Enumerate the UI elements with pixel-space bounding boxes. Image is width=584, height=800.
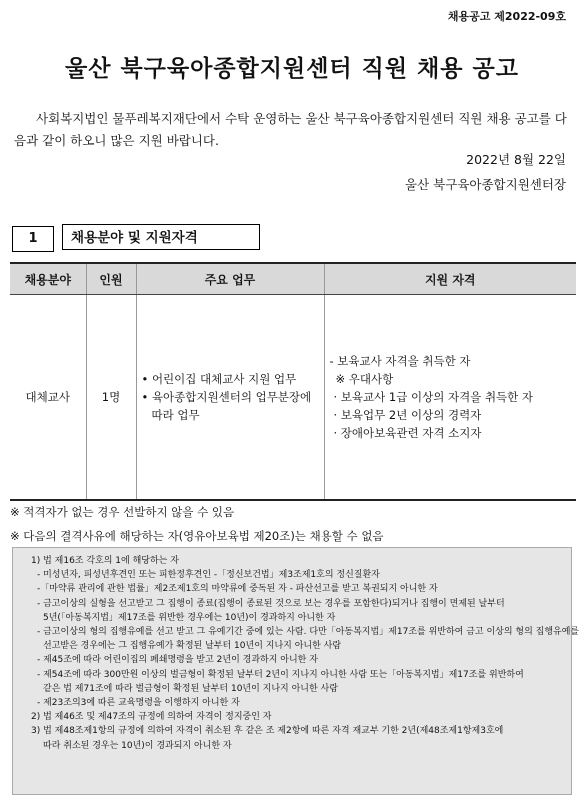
qual-item: · 보육교사 1급 이상의 자격을 취득한 자 — [333, 390, 534, 404]
disq-line: 따라 취소된 경우는 10년)이 경과되지 아니한 자 — [43, 740, 232, 751]
page-title: 울산 북구육아종합지원센터 직원 채용 공고 — [65, 56, 519, 82]
disq-line: - 제23조의3에 따른 교육명령을 이행하지 아니한 자 — [37, 698, 240, 709]
disq-line: 2) 법 제46조 및 제47조의 규정에 의하여 자격이 정지중인 자 — [31, 712, 272, 723]
header-qualifications: 지원 자격 — [324, 263, 576, 295]
disq-line: 1) 법 제16조 각호의 1에 해당하는 자 — [31, 556, 179, 566]
issuer-name: 울산 북구육아종합지원센터장 — [405, 177, 566, 192]
recruitment-table — [10, 262, 576, 501]
table-header-row — [10, 263, 576, 295]
duty-item: • 육아종합지원센터의 업무분장에 따라 업무 — [152, 388, 323, 424]
section-title: 채용분야 및 지원자격 — [62, 224, 260, 250]
disq-line: - 금고이상의 실형을 선고받고 그 집행이 종료(집행이 종료된 것으로 보는 경우를 포함한다)되거나 집행이 면제된 날부터 — [37, 598, 505, 609]
disq-line: - 제45조에 따라 어린이집의 폐쇄명령을 받고 2년이 경과하지 아니한 자 — [37, 655, 318, 666]
header-field: 채용분야 — [10, 263, 86, 295]
header-duties: 주요 업무 — [136, 263, 324, 295]
qual-item: ※ 우대사항 — [335, 372, 394, 386]
notes — [10, 503, 576, 551]
notice-number: 채용공고 제2022-09호 — [447, 10, 566, 23]
section-number: 1 — [12, 226, 54, 252]
header-count: 인원 — [86, 263, 136, 295]
disq-line: -「마약류 관리에 관한 법률」제2조제1호의 마약류에 중독된 자 - 파산선고를 받고 복권되지 아니한 자 — [37, 584, 438, 595]
qual-item: · 보육업무 2년 이상의 경력자 — [333, 408, 482, 422]
disq-line: 3) 법 제48조제1항의 규정에 의하여 자격이 취소된 후 같은 조 제2항에 따른 자격 재교부 기한 2년(제48조제1항제3호에 — [31, 726, 504, 737]
qual-item: - 보육교사 자격을 취득한 자 — [329, 354, 471, 368]
cell-count: 1명 — [86, 295, 136, 501]
cell-duties — [136, 295, 324, 501]
disq-line: 선고받은 경우에는 그 집행유예가 확정된 날부터 10년이 지나지 아니한 사람 — [43, 641, 342, 652]
cell-qualifications — [324, 295, 576, 501]
disq-line: 5년(「아동복지법」제17조를 위반한 경우에는 10년)이 경과하지 아니한 자 — [43, 612, 336, 623]
qual-item: · 장애아보육관련 자격 소지자 — [333, 426, 482, 440]
table-row — [10, 295, 576, 501]
disq-line: - 금고이상의 형의 집행유예를 선고 받고 그 유예기간 중에 있는 사람. 다만「아동복지법」제17조를 위반하여 금고 이상의 형의 집행유예를 — [37, 627, 580, 638]
note-item: ※ 적격자가 없는 경우 선발하지 않을 수 있음 — [10, 505, 235, 519]
disq-line: - 미성년자, 피성년후견인 또는 피한정후견인 -「정신보건법」제3조제1호의 정신질환자 — [37, 570, 380, 581]
disq-line: 같은 법 제71조에 따라 벌금형이 확정된 날부터 10년이 지나지 아니한 사람 — [43, 683, 338, 694]
cell-field: 대체교사 — [10, 295, 86, 501]
note-item: ※ 다음의 결격사유에 해당하는 자(영유아보육법 제20조)는 채용할 수 없음 — [10, 529, 384, 543]
duty-item: • 어린이집 대체교사 지원 업무 — [152, 370, 323, 388]
disq-line: - 제54조에 따라 300만원 이상의 벌금형이 확정된 날부터 2년이 지나지 아니한 사람 또는「아동복지법」제17조를 위반하여 — [37, 669, 524, 680]
announcement-date: 2022년 8월 22일 — [466, 152, 566, 167]
disqualification-box — [12, 547, 580, 795]
intro-paragraph: 사회복지법인 물푸레복지재단에서 수탁 운영하는 울산 북구육아종합지원센터 직원 채용 공고를 다음과 같이 하오니 많은 지원 바랍니다. — [14, 111, 567, 148]
